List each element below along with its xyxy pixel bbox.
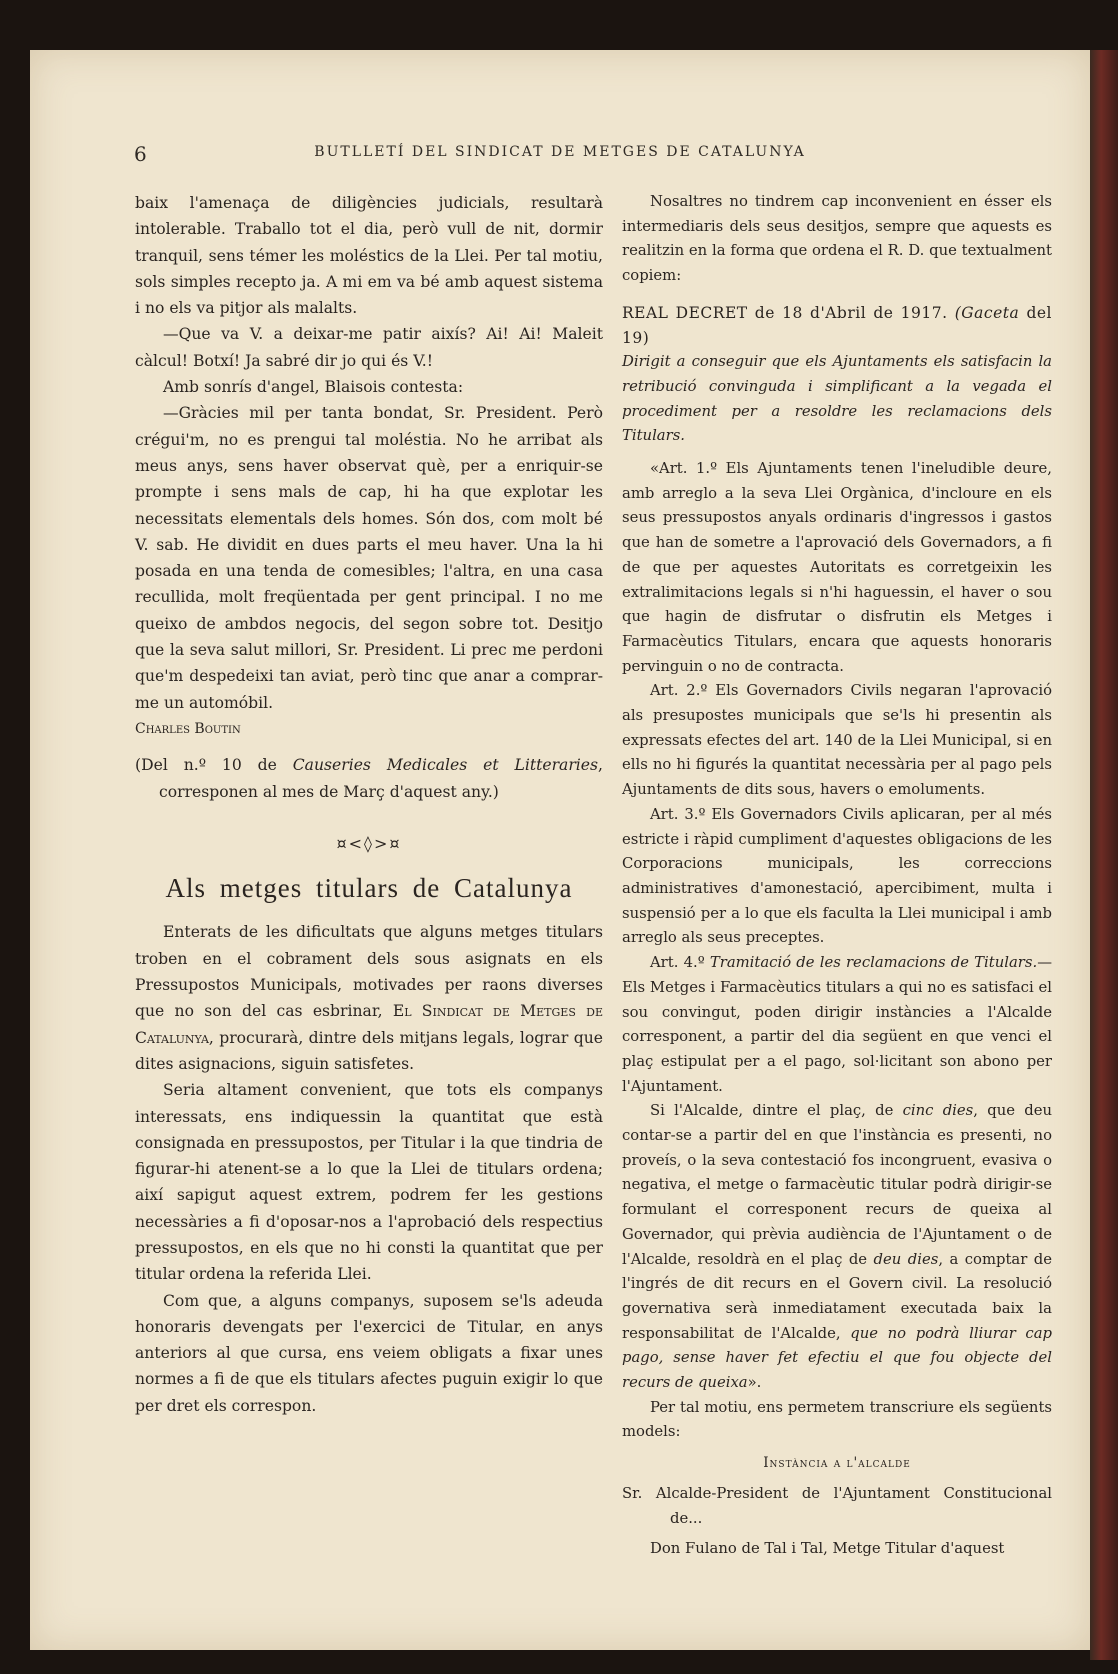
page-sheet	[30, 50, 1090, 1650]
ref-journal: Causeries Medicales et Litteraries	[292, 756, 599, 775]
text-run: , que deu contar-se a partir del en que l'instància es presenti, no proveís, o la seva contestació fos incongruent, evasiva o negativa, el metge o farmacèutic titular podrà dirigir-se formulant el corresponent recurs de queixa al Governador, qui prèvia audiència de l'Ajuntament o de l'Alcalde, resoldrà en el plaç de	[622, 1102, 1052, 1268]
decree-heading	[622, 301, 1052, 350]
emphasis: deu dies	[873, 1250, 939, 1268]
emphasis: que no podrà lliurar cap pago, sense haver fet efectiu el que fou objecte del recurs de queixa	[622, 1324, 1052, 1392]
paragraph	[135, 919, 603, 1077]
text-run: , procurarà, dintre dels mitjans legals, lograr que dites asignacions, siguin satisfetes.	[135, 1028, 603, 1073]
author-signature: Charles Boutin	[135, 720, 241, 737]
page-header	[30, 142, 1090, 172]
article-4-continuation	[622, 1099, 1052, 1395]
paragraph: —Gràcies mil per tanta bondat, Sr. President. Però crégui'm, no es prengui tal moléstia. No he arribat als meus anys, sens haver observat què, per a enriquir-se prompte i sens mals de cap, hi ha que explotar les necessitats elementals dels homes. Són dos, com molt bé V. sab. He dividit en dues parts el meu haver. Una la hi posada en una tenda de comesibles; l'altra, en una casa recullida, molt freqüentada per gent principal. I no me queixo de ambdos negocis, del segon sobre tot. Desitjo que la seva salut millori, Sr. President. Li prec me perdoni que'm despedeixi tan aviat, però tinc que anar a comprar-me un automóbil.	[135, 404, 603, 712]
article-title: Als metges titulars de Catalunya	[165, 873, 573, 904]
paragraph: Don Fulano de Tal i Tal, Metge Titular d'aquest	[650, 1540, 1005, 1558]
text-run: , a comptar de l'ingrés de dit recurs en el Govern civil. La resolució governativa serà inmediatament executada baix la responsabilitat de l'Alcalde,	[622, 1250, 1052, 1342]
section-heading: Instància a l'alcalde	[763, 1455, 911, 1472]
paragraph: Nosaltres no tindrem cap inconvenient en ésser els intermediaris dels seus desitjos, sempre que aquests es realitzin en la forma que ordena el R. D. que textualment copiem:	[622, 193, 1052, 285]
paragraph: —Que va V. a deixar-me patir aixís? Ai! Ai! Maleit càlcul! Botxí! Ja sabré dir jo qui és V.!	[135, 325, 603, 370]
source-reference	[135, 752, 603, 805]
organization-name: El Sindicat de Metges de Catalunya	[135, 1002, 603, 1047]
paragraph: Per tal motiu, ens permetem transcriure els següents models:	[622, 1398, 1052, 1441]
running-head: BUTLLETÍ DEL SINDICAT DE METGES DE CATALUNYA	[314, 144, 806, 160]
article-heading: Tramitació de les reclamacions de Titulars.	[709, 954, 1038, 972]
decree-subtitle: Dirigit a conseguir que els Ajuntaments els satisfacin la retribució convinguda i simplificant a la vegada el procediment per a resoldre les reclamacions dels Titulars.	[622, 353, 1052, 445]
paragraph: Com que, a alguns companys, suposem se'ls adeuda honoraris devengats per l'exercici de Titular, en anys anteriors al que cursa, ens veiem obligats a fixar unes normes a fi de que els titulars afectes puguin exigir lo que per dret els correspon.	[135, 1291, 603, 1415]
emphasis: cinc dies	[902, 1102, 974, 1120]
article-3: Art. 3.º Els Governadors Civils aplicaran, per al més estricte i ràpid cumpliment d'aquestes obligacions de les Corporacions municipals, les correccions administratives d'amonestació, apercibiment, multa i suspensió per a lo que els faculta la Llei municipal i amb arreglo als seus preceptes.	[622, 805, 1052, 947]
left-column	[135, 190, 603, 1419]
ornament-divider: ¤<◊>¤	[336, 833, 402, 853]
text-run: Si l'Alcalde, dintre el plaç, de	[650, 1102, 903, 1120]
article-4	[622, 951, 1052, 1099]
text-run: ».	[747, 1374, 762, 1392]
article-2: Art. 2.º Els Governadors Civils negaran l'aprovació als presupostes municipals que se'ls hi presentin als expressats efectes del art. 140 de la Llei Municipal, si en ells no hi figurés la quantitat necessària per al pago pels Ajuntaments de dits sous, havers o emoluments.	[622, 682, 1052, 799]
paragraph: Amb sonrís d'angel, Blaisois contesta:	[163, 378, 464, 397]
ref-suffix: , corresponen al mes de Març d'aquest any.)	[159, 756, 603, 801]
paragraph: baix l'amenaça de diligències judicials, resultarà intolerable. Traballo tot el dia, però vull de nit, dormir tranquil, sens témer les moléstics de la Llei. Per tal motiu, sols simples recepto ja. A mi em va bé amb aquest sistema i no els va pitjor als malalts.	[135, 194, 603, 318]
paragraph: Seria altament convenient, que tots els companys interessats, ens indiquessin la quantitat que està consignada en pressupostos, per Titular i la que tindria de figurar-hi atenent-se a lo que la Llei de titulars ordena; així sapigut aquest extrem, podrem fer les gestions necessàries a fi d'oposar-nos a l'aprobació dels respectius pressupostos, en els que no hi consti la quantitat que per titular ordena la referida Llei.	[135, 1081, 603, 1284]
text-run: —Els Metges i Farmacèutics titulars a qui no es satisfaci el sou convingut, poden dirigir instàncies a l'Alcalde corresponent, a partir del dia següent en que venci el plaç estipulat per a el pago, sol·licitant son abono per l'Ajuntament.	[622, 954, 1052, 1095]
decree-title: REAL DECRET de 18 d'Abril de 1917.	[622, 303, 955, 322]
decree-date: del 19)	[622, 303, 1053, 347]
book-spine	[1090, 50, 1118, 1660]
gazette-name: (Gaceta	[954, 303, 1020, 322]
article-1: «Art. 1.º Els Ajuntaments tenen l'ineludible deure, amb arreglo a la seva Llei Orgànica, d'incloure en els seus pressupostos anyals ordinaris d'ingressos i gastos que han de sometre a l'aprovació dels Governadors, a fi de que per aquestes Autoritats es corretgeixin les extralimitacions legals si n'hi haguessin, el haver o sou que hagin de disfrutar o disfrutin els Metges i Farmacèutics Titulars, encara que aquests honoraris pervinguin o no de contracta.	[622, 460, 1052, 675]
text-run: Art. 4.º	[650, 954, 710, 972]
right-column	[622, 190, 1052, 1562]
ref-prefix: (Del n.º 10 de	[135, 756, 293, 775]
text-run: Enterats de les dificultats que alguns metges titulars troben en el cobrament dels sous asignats en els Pressupostos Municipals, motivades per raons diverses que no son del cas esbrinar,	[135, 923, 603, 1021]
salutation: Sr. Alcalde-President de l'Ajuntament Constitucional de...	[622, 1484, 1052, 1527]
page-number: 6	[134, 142, 147, 166]
